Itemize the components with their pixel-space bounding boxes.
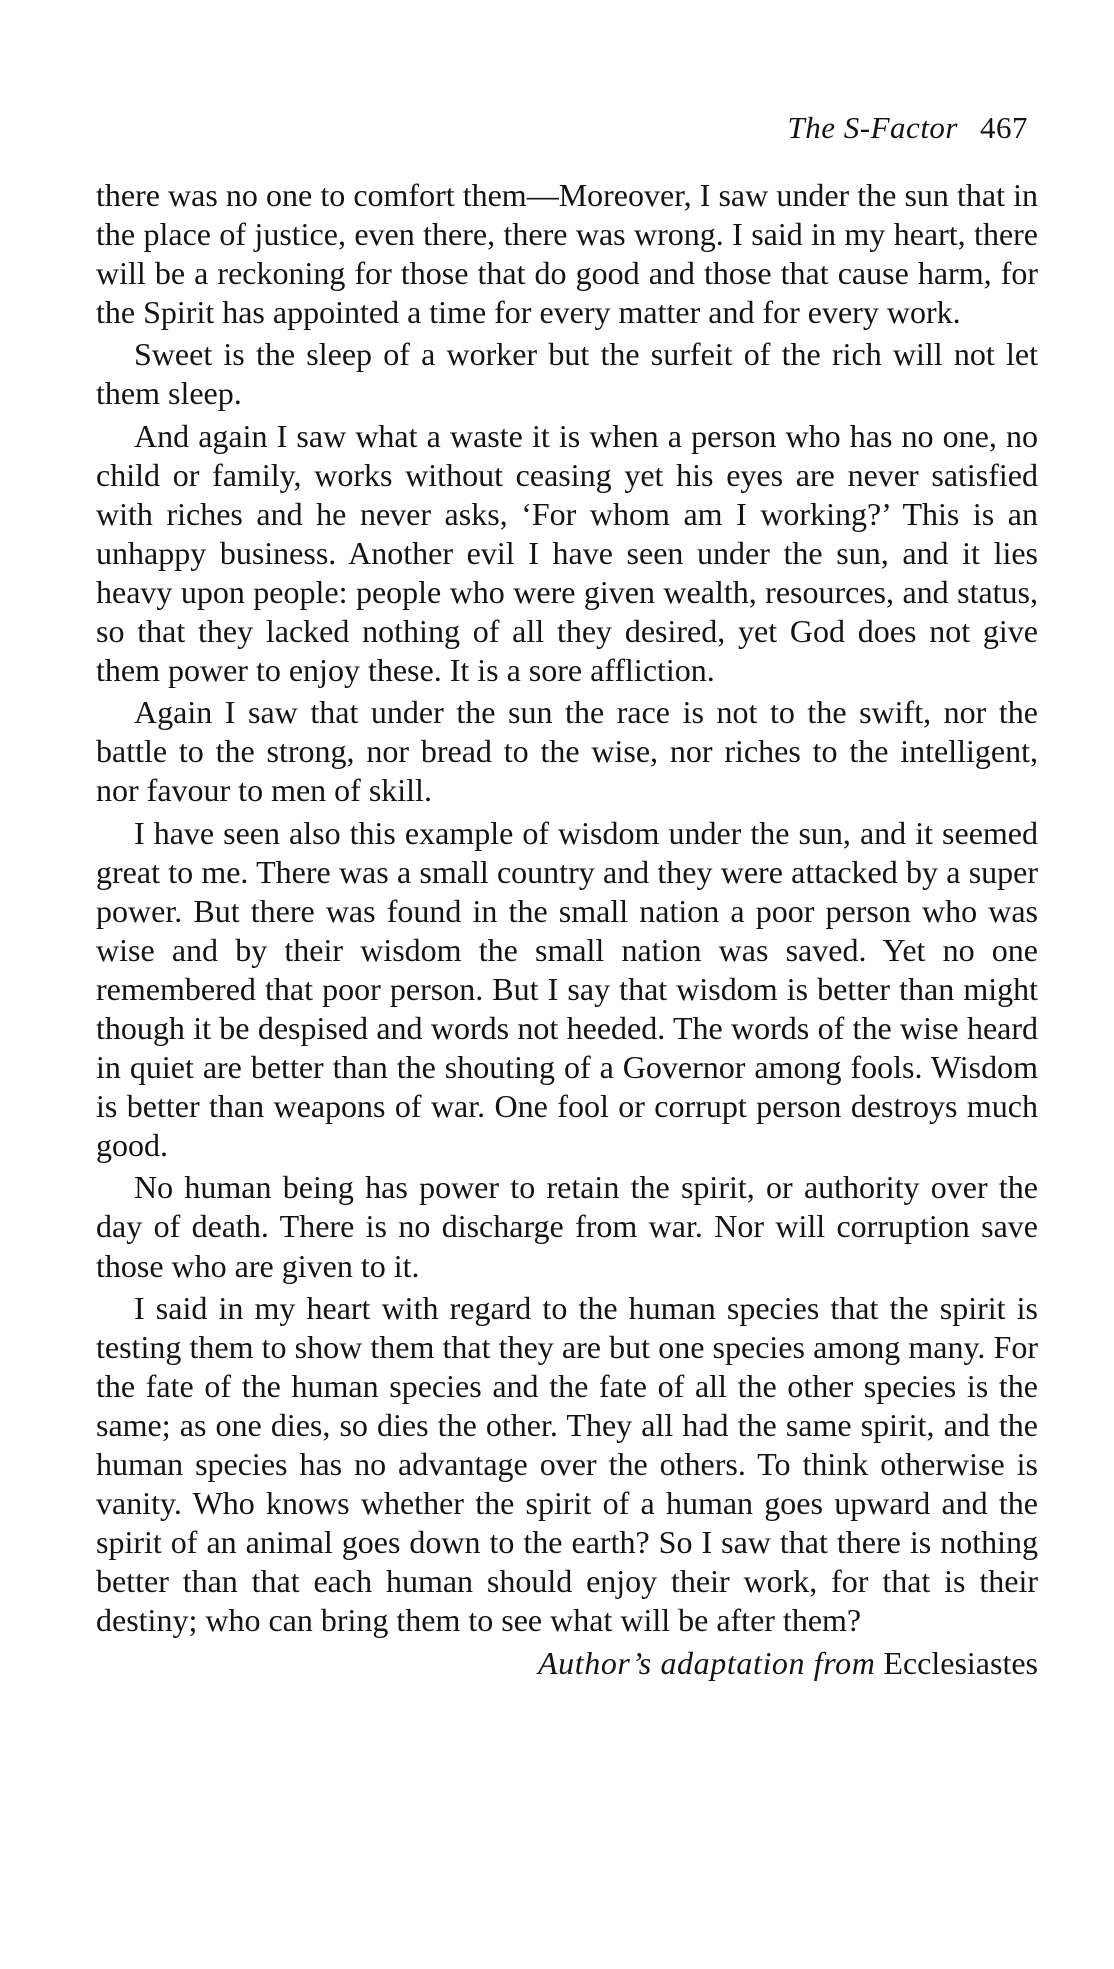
paragraph: I have seen also this example of wisdom under the sun, and it seemed great to me. There was a small country and they were attacked by a super power. But there was found in the small nation a poor person who was wise and by their wisdom the small nation was saved. Yet no one remembered that poor person. But I say that wisdom is better than might though it be despised and words not heeded. The words of the wise heard in quiet are better than the shouting of a Governor among fools. Wisdom is better than weapons of war. One fool or corrupt person destroys much good. bbox=[96, 814, 1038, 1164]
paragraph: there was no one to comfort them—Moreover, I saw under the sun that in the place of justice, even there, there was wrong. I said in my heart, there will be a reckoning for those that do good and those that cause harm, for the Spirit has appointed a time for every matter and for every work. bbox=[96, 177, 1038, 331]
attribution-source: Ecclesiastes bbox=[883, 1645, 1038, 1682]
paragraph: No human being has power to retain the spirit, or authority over the day of death. There is no discharge from war. Nor will corruption save those who are given to it. bbox=[96, 1169, 1038, 1284]
page-number: 467 bbox=[980, 110, 1028, 145]
paragraph: And again I saw what a waste it is when a person who has no one, no child or family, works without ceasing yet his eyes are never satisfied with riches and he never asks, ‘For whom am I working?’ This is an unhappy business. Another evil I have seen under the sun, and it lies heavy upon people: people who were given wealth, resources, and status, so that they lacked nothing of all they desired, yet God does not give them power to enjoy these. It is a sore affliction. bbox=[96, 417, 1038, 689]
paragraph: Sweet is the sleep of a worker but the surfeit of the rich will not let them sleep. bbox=[96, 336, 1038, 412]
paragraph: Again I saw that under the sun the race is not to the swift, nor the battle to the strong, nor bread to the wise, nor riches to the intelligent, nor favour to men of skill. bbox=[96, 694, 1038, 809]
text-body bbox=[96, 176, 1038, 1683]
attribution bbox=[96, 1643, 1038, 1683]
running-head-title: The S-Factor bbox=[787, 110, 958, 145]
running-head bbox=[788, 108, 1028, 148]
paragraph: I said in my heart with regard to the human species that the spirit is testing them to show them that they are but one species among many. For the fate of the human species and the fate of all the other species is the same; as one dies, so dies the other. They all had the same spirit, and the human species has no advantage over the others. To think otherwise is vanity. Who knows whether the spirit of a human goes upward and the spirit of an animal goes down to the earth? So I saw that there is nothing better than that each human should enjoy their work, for that is their destiny; who can bring them to see what will be after them? bbox=[96, 1289, 1038, 1639]
attribution-prefix: Author’s adaptation from bbox=[538, 1645, 876, 1682]
